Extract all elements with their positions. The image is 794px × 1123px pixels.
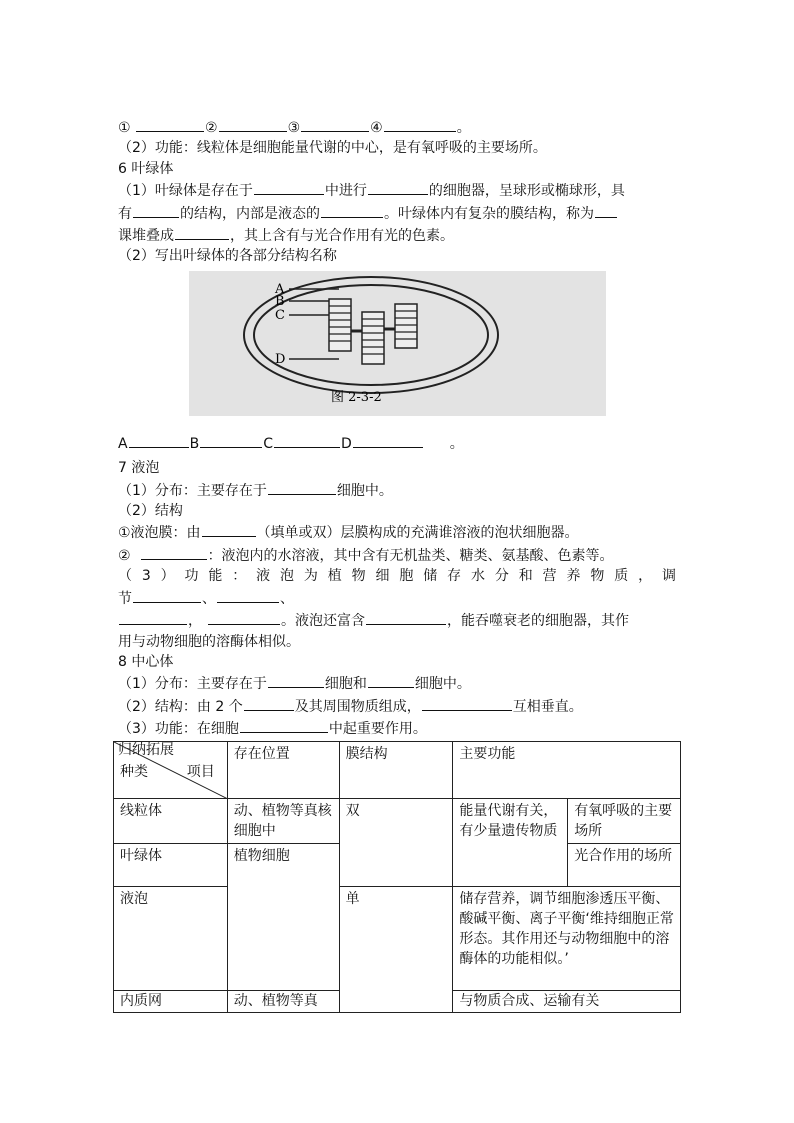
s8-p1: （1）分布：主要存在于 细胞和 细胞中。 [118,672,678,694]
table-row-chloroplast: 叶绿体 植物细胞 光合作用的场所 [114,844,681,887]
answer-b[interactable] [200,432,262,448]
s7-p2: （2）结构 [118,503,183,520]
label-a: A [275,281,285,297]
blank-2[interactable] [219,116,287,132]
blank-3[interactable] [301,116,369,132]
s6-blank-2[interactable] [368,179,428,195]
answer-c[interactable] [274,432,340,448]
s6-blank-4[interactable] [321,202,383,218]
s7-blank-5[interactable] [217,587,279,603]
answer-a[interactable] [129,432,189,448]
answer-d[interactable] [353,432,423,448]
s6-p1-line3: 课堆叠成 ，其上含有与光合作用有光的色素。 [118,224,678,246]
s7-p5: （3）功能：液泡为植物细胞储存水分和营养物质，调 [118,568,678,585]
section-7-title: 7 液泡 [118,460,160,477]
s7-p3: ①液泡膜：由 （填单或双）层膜构成的充满谁溶液的泡状细胞器。 [118,521,678,543]
s7-blank-6[interactable] [119,609,187,625]
mito-function-line: （2）功能：线粒体是细胞能量代谢的中心，是有氧呼吸的主要场所。 [118,140,547,157]
s7-p8: 用与动物细胞的溶酶体相似。 [118,633,300,650]
section-8-title: 8 中心体 [118,653,174,670]
s6-blank-5[interactable] [595,202,617,218]
s7-blank-4[interactable] [133,587,201,603]
s7-p7: ， 。液泡还富含 ，能吞噬衰老的细胞器，其作 [118,609,678,631]
single-membrane-cell: 单 [339,887,453,1013]
grana-stack-2 [362,312,384,364]
header-location: 存在位置 [227,742,339,799]
chloroplast-figure [189,271,606,416]
header-diagonal-cell: 种类 项目 [114,742,228,799]
s7-blank-8[interactable] [366,609,446,625]
table-row-mitochondria: 线粒体 动、植物等真核细胞中 双 能量代谢有关，有少量遗传物质 有氧呼吸的主要场所 [114,799,681,844]
table-header-row [114,742,681,799]
shared-function-cell: 能量代谢有关，有少量遗传物质 [453,799,568,887]
s8-p3: （3）功能：在细胞 中起重要作用。 [118,717,678,739]
s6-blank-1[interactable] [254,179,324,195]
s7-blank-3[interactable] [141,544,207,560]
s6-blank-6[interactable] [175,224,229,240]
summary-title: 归纳拓展 [118,741,174,758]
section-6-title: 6 叶绿体 [118,160,174,177]
blank-4[interactable] [384,116,456,132]
summary-table [113,741,681,1013]
s7-blank-2[interactable] [202,521,256,537]
grana-stack-3 [395,304,417,348]
s6-p1-line2: 有 的结构，内部是液态的 。叶绿体内有复杂的膜结构，称为 [118,202,678,224]
grana-stack-1 [329,299,351,351]
blank-1[interactable] [136,116,204,132]
s7-p6: 节 、 、 [118,587,678,609]
s7-blank-1[interactable] [268,479,336,495]
label-c: C [275,307,285,323]
worksheet-page [118,116,678,760]
s8-blank-1[interactable] [268,672,324,688]
chloroplast-diagram [189,271,606,416]
double-membrane-cell: 双 [339,799,453,887]
s6-blank-3[interactable] [133,202,179,218]
s8-blank-2[interactable] [368,672,414,688]
table-row-vacuole: 液泡 单 储存营养，调节细胞渗透压平衡、酸碱平衡、离子平衡‘维持细胞正常形态。其作用还与动物细胞中的溶酶体的功能相似。’ [114,887,681,991]
label-b: B [275,293,285,309]
s6-p2: （2）写出叶绿体的各部分结构名称 [118,248,337,265]
header-membrane: 膜结构 [339,742,453,799]
s7-p4: ② ：液泡内的水溶液，其中含有无机盐类、糖类、氨基酸、色素等。 [118,544,678,566]
s8-p2: （2）结构：由 2 个 及其周围物质组成， 互相垂直。 [118,695,678,717]
figure-caption: 图 2-3-2 [331,389,382,405]
s8-blank-4[interactable] [422,695,512,711]
label-d: D [275,351,286,367]
organelle-blank-line: ① ② ③ ④ 。 [118,116,678,138]
s7-p1: （1）分布：主要存在于 细胞中。 [118,479,678,501]
s7-blank-7[interactable] [208,609,280,625]
s8-blank-3[interactable] [244,695,294,711]
s6-answer-line: A B C D 。 [118,432,678,454]
table-row-er: 内质网 动、植物等真 与物质合成、运输有关 [114,991,681,1013]
s6-p1-line1: （1）叶绿体是存在于 中进行 的细胞器，呈球形或椭球形，具 [118,179,678,201]
header-function: 主要功能 [453,742,681,799]
s8-blank-5[interactable] [240,717,328,733]
